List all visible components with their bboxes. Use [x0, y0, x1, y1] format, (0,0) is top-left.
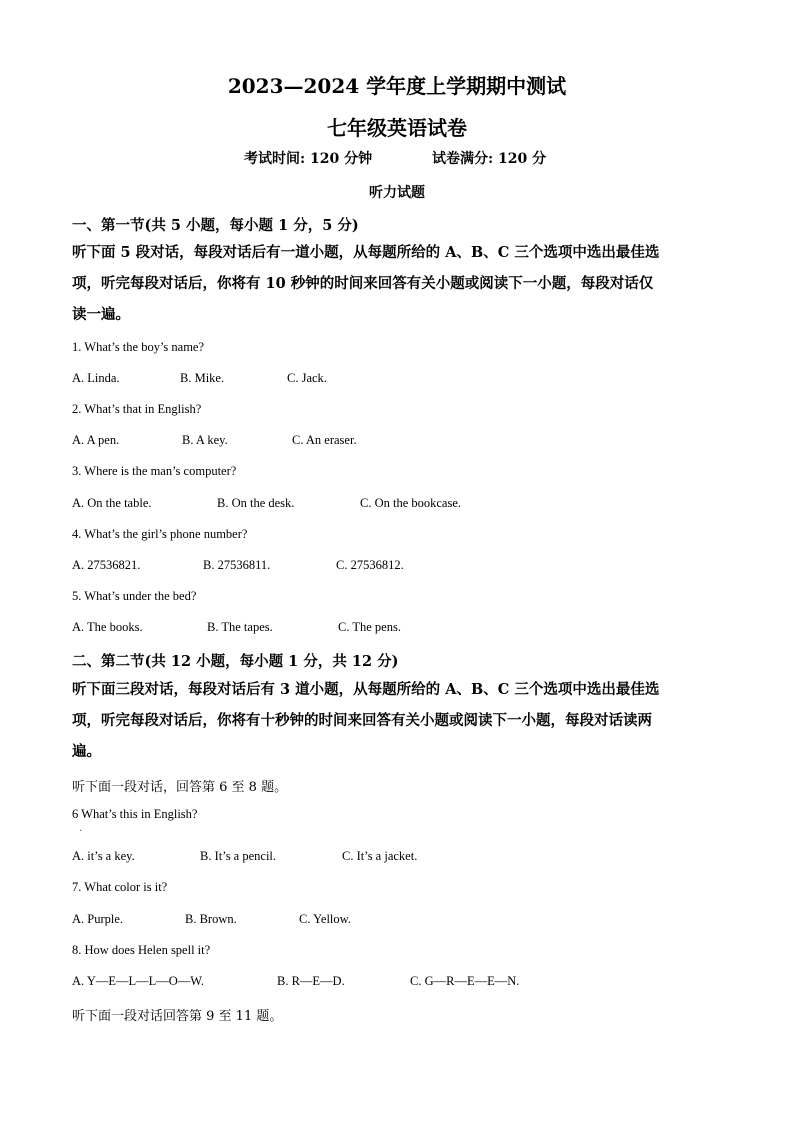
option-7a: A. Purple. [72, 912, 124, 926]
instruction-line: 听下面 5 段对话，每段对话后有一道小题，从每题所给的 A、B、C 三个选项中选出最佳选 [72, 244, 660, 261]
option-5c: C. The pens. [338, 620, 401, 634]
option-3c: C. On the bookcase. [360, 496, 462, 510]
option-4c: C. 27536812. [336, 558, 404, 572]
option-8a: A. Y—E—L—L—O—W. [72, 974, 205, 988]
instruction-line: 读一遍。 [72, 306, 130, 323]
section1-instruction [72, 237, 732, 330]
question-4: 4. What’s the girl’s phone number? [72, 527, 248, 541]
section2-title: 二、第二节(共 12 小题，每小题 1 分，共 12 分) [72, 653, 399, 670]
stray-mark: . [79, 823, 83, 834]
option-6a: A. it’s a key. [72, 849, 135, 863]
option-4a: A. 27536821. [72, 558, 141, 572]
section1-title: 一、第一节(共 5 小题，每小题 1 分，5 分) [72, 217, 359, 234]
option-1b: B. Mike. [180, 371, 225, 385]
question-3: 3. Where is the man’s computer? [72, 464, 237, 478]
option-5b: B. The tapes. [207, 620, 273, 634]
option-7c: C. Yellow. [299, 912, 351, 926]
listening-note-6-8: 听下面一段对话，回答第 6 至 8 题。 [72, 780, 288, 795]
option-2b: B. A key. [182, 433, 228, 447]
question-2: 2. What’s that in English? [72, 402, 202, 416]
question-8: 8. How does Helen spell it? [72, 943, 211, 957]
exam-title: 2023—2024 学年度上学期期中测试 [227, 74, 567, 98]
question-6: 6 What’s this in English? [72, 807, 198, 821]
exam-score: 试卷满分: 120 分 [432, 151, 547, 167]
option-8b: B. R—E—D. [277, 974, 345, 988]
option-6c: C. It’s a jacket. [342, 849, 418, 863]
listening-note-9-11: 听下面一段对话回答第 9 至 11 题。 [72, 1009, 283, 1024]
option-3a: A. On the table. [72, 496, 152, 510]
instruction-line: 听下面三段对话，每段对话后有 3 道小题，从每题所给的 A、B、C 三个选项中选出最佳选 [72, 681, 660, 698]
option-2a: A. A pen. [72, 433, 120, 447]
part-title: 听力试题 [369, 185, 425, 201]
option-5a: A. The books. [72, 620, 143, 634]
question-7: 7. What color is it? [72, 880, 168, 894]
exam-time: 考试时间: 120 分钟 [244, 151, 373, 167]
option-4b: B. 27536811. [203, 558, 271, 572]
section2-instruction [72, 674, 732, 767]
option-3b: B. On the desk. [217, 496, 295, 510]
instruction-line: 项，听完每段对话后，你将有十秒钟的时间来回答有关小题或阅读下一小题，每段对话读两 [72, 712, 652, 729]
option-2c: C. An eraser. [292, 433, 357, 447]
question-1: 1. What’s the boy’s name? [72, 340, 205, 354]
instruction-line: 项，听完每段对话后，你将有 10 秒钟的时间来回答有关小题或阅读下一小题，每段对话仅 [72, 275, 654, 292]
option-1a: A. Linda. [72, 371, 120, 385]
instruction-line: 遍。 [72, 743, 101, 760]
question-5: 5. What’s under the bed? [72, 589, 197, 603]
option-7b: B. Brown. [185, 912, 237, 926]
option-6b: B. It’s a pencil. [200, 849, 277, 863]
exam-subtitle: 七年级英语试卷 [327, 116, 467, 140]
option-8c: C. G—R—E—E—N. [410, 974, 520, 988]
option-1c: C. Jack. [287, 371, 327, 385]
